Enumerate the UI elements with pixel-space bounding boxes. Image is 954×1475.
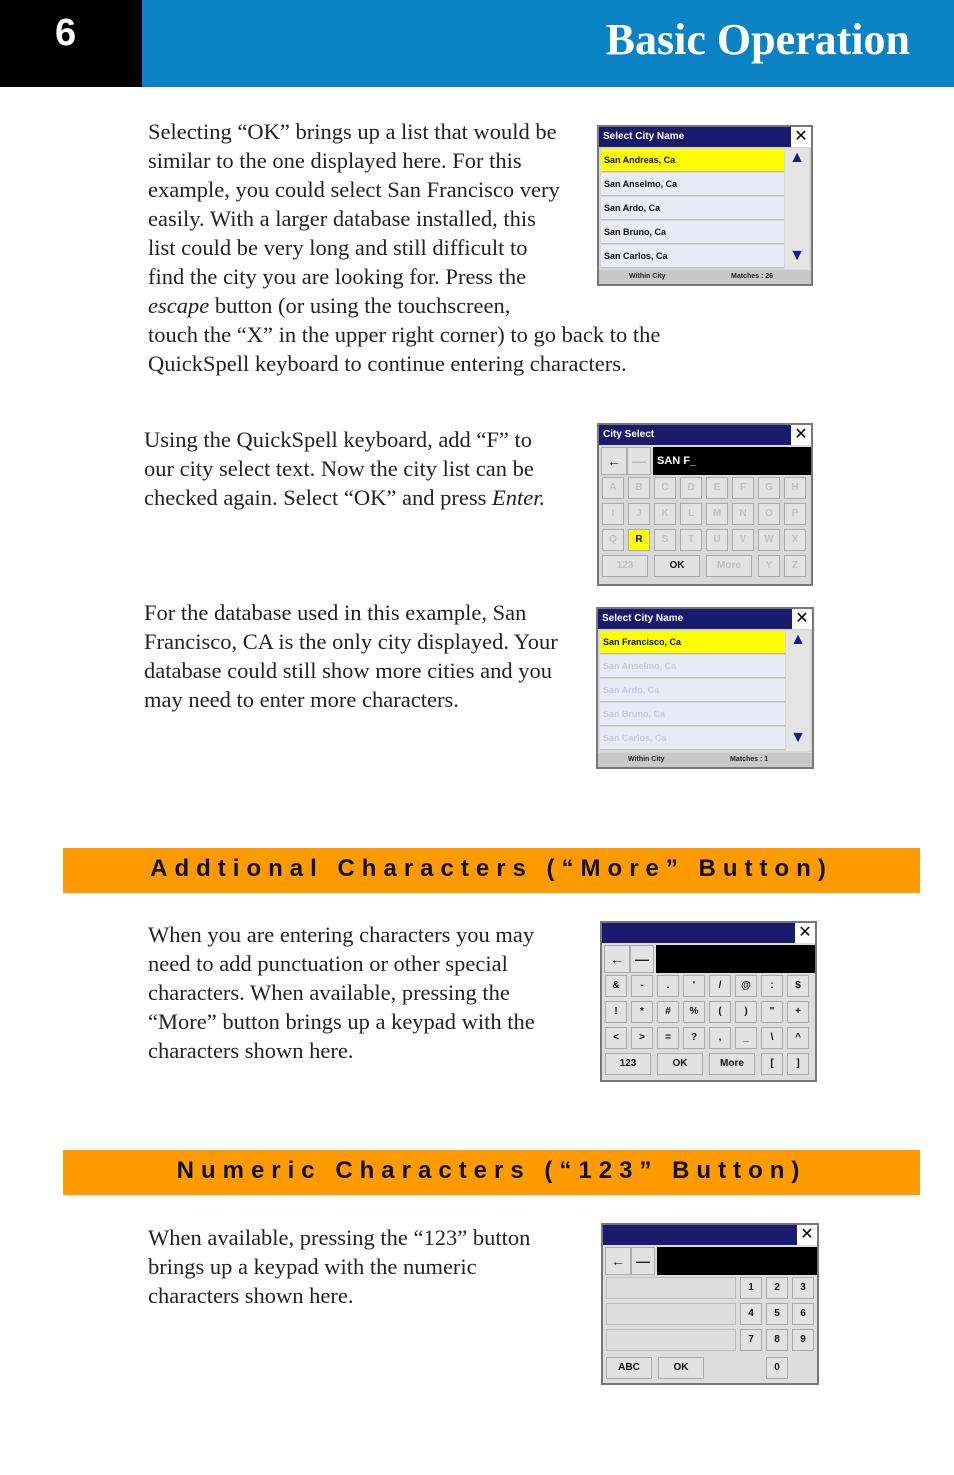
numeric-keypad-screenshot [601,1223,819,1385]
list-item: San Francisco, Ca [600,631,785,654]
text-line: Using the QuickSpell keyboard, add “F” to [144,427,533,452]
scroll-up-icon: ▲ [790,631,806,648]
close-icon: ✕ [795,923,815,943]
list-item: San Carlos, Ca [601,245,784,268]
text-line: list could be very long and still difficult to [148,235,528,260]
footer-matches: Matches : 1 [730,756,769,763]
space-icon: — [627,447,651,475]
text-line [144,483,584,512]
empty-key-area [606,1277,736,1299]
empty-key-area [606,1329,736,1351]
key: # [657,1001,679,1023]
key: + [787,1001,809,1023]
keypad-titlebar [603,1225,817,1245]
list-item: San Anselmo, Ca [600,655,785,678]
text-fragment: button (or using the touchscreen, [214,293,511,318]
list-title: Select City Name [598,609,812,629]
footer-matches: Matches : 26 [731,273,774,280]
key: D [680,477,702,499]
section-heading-numeric: Numeric Characters (“123” Button) [176,1157,807,1184]
text-line: characters shown here. [148,1283,354,1308]
key: U [706,529,728,551]
city-select-keyboard-screenshot [597,423,813,586]
key: 5 [766,1303,788,1325]
text-line: characters. When available, pressing the [148,980,510,1005]
page-title: Basic Operation [605,15,910,64]
city-list-screenshot [597,125,813,286]
backspace-icon: ← [605,1247,631,1275]
key: 8 [766,1329,788,1351]
text-line: For the database used in this example, San [144,600,527,625]
text-line: need to add punctuation or other special [148,951,508,976]
key: 0 [766,1357,788,1379]
key: : [761,975,783,997]
key-ok: OK [654,555,700,577]
key: 9 [792,1329,814,1351]
italic-escape: escape [148,293,210,318]
key: 2 [766,1277,788,1299]
key: ( [709,1001,731,1023]
key: V [732,529,754,551]
key: J [628,503,650,525]
key-ok: OK [657,1053,703,1075]
text-line: brings up a keypad with the numeric [148,1254,477,1279]
key: 3 [792,1277,814,1299]
key-123: 123 [605,1053,651,1075]
text-line: easily. With a larger database installed, this [148,206,536,231]
backspace-icon: ← [601,447,627,475]
keyboard-title: City Select [599,425,811,445]
header-bar [142,0,954,87]
close-icon: ✕ [792,609,812,629]
text-line: Francisco, CA is the only city displayed. Your [144,629,558,654]
section-heading-more: Addtional Characters (“More” Button) [150,855,833,882]
keypad-titlebar [602,923,815,943]
key: G [758,477,780,499]
key: Y [758,555,780,577]
key: _ [735,1027,757,1049]
scroll-up-icon: ▲ [789,149,805,166]
text-line: When available, pressing the “123” button [148,1225,531,1250]
key: \ [761,1027,783,1049]
key: P [784,503,806,525]
key: ] [787,1053,809,1075]
backspace-icon: ← [604,945,630,973]
text-line: Selecting “OK” brings up a list that would be [148,119,557,144]
space-icon: — [631,1247,655,1275]
key: / [709,975,731,997]
key: L [680,503,702,525]
key: F [732,477,754,499]
key-more: More [706,555,752,577]
entry-field: SAN F_ [653,447,811,475]
text-line: characters shown here. [148,1038,354,1063]
paragraph-numeric [148,1223,588,1310]
key: ) [735,1001,757,1023]
text-line: example, you could select San Francisco very [148,177,560,202]
key: ! [605,1001,627,1023]
key: N [732,503,754,525]
key-abc: ABC [606,1357,652,1379]
text-line: QuickSpell keyboard to continue entering characters. [148,351,627,376]
key: C [654,477,676,499]
list-item: San Ardo, Ca [600,679,785,702]
list-title: Select City Name [599,127,811,147]
key: ? [683,1027,705,1049]
key-ok: OK [658,1357,704,1379]
page-number: 6 [55,12,77,54]
text-fragment: checked again. Select “OK” and press [144,485,487,510]
text-line: database could still show more cities and you [144,658,553,683]
key: < [605,1027,627,1049]
city-list-result-screenshot [596,607,814,769]
text-line: find the city you are looking for. Press the [148,264,527,289]
text-line: touch the “X” in the upper right corner) to go back to the [148,322,661,347]
list-item: San Bruno, Ca [601,221,784,244]
empty-key-area [606,1303,736,1325]
section-band-more [63,848,920,893]
key: T [680,529,702,551]
key: M [706,503,728,525]
close-icon: ✕ [791,425,811,445]
key: [ [761,1053,783,1075]
key: I [602,503,624,525]
key: @ [735,975,757,997]
list-item: San Ardo, Ca [601,197,784,220]
text-line: may need to enter more characters. [144,687,459,712]
key: 6 [792,1303,814,1325]
paragraph-database [144,598,584,714]
scroll-down-icon: ▼ [789,247,805,264]
key-highlighted: R [628,529,650,551]
paragraph-add-f [144,425,584,512]
entry-field [656,945,815,973]
list-item: San Bruno, Ca [600,703,785,726]
text-line: “More” button brings up a keypad with the [148,1009,535,1034]
key: H [784,477,806,499]
text-line: similar to the one displayed here. For this [148,148,522,173]
key: & [605,975,627,997]
paragraph-more [148,920,588,1065]
text-line: our city select text. Now the city list can be [144,456,534,481]
list-item: San Anselmo, Ca [601,173,784,196]
key: 4 [740,1303,762,1325]
footer-within-city: Within City [628,756,665,763]
key: ^ [787,1027,809,1049]
key: $ [787,975,809,997]
key: " [761,1001,783,1023]
key-123: 123 [602,555,648,577]
list-item: San Andreas, Ca [601,149,784,172]
key: A [602,477,624,499]
key: * [631,1001,653,1023]
key: 7 [740,1329,762,1351]
key: ' [683,975,705,997]
close-icon: ✕ [797,1225,817,1245]
key: . [657,975,679,997]
entry-field [657,1247,817,1275]
space-icon: — [630,945,654,973]
key: Q [602,529,624,551]
list-item: San Carlos, Ca [600,727,785,750]
more-keypad-screenshot [600,921,817,1082]
key-more: More [709,1053,755,1075]
key: = [657,1027,679,1049]
text-line [148,291,708,320]
key: X [784,529,806,551]
footer-within-city: Within City [629,273,666,280]
list-footer [598,753,812,767]
key: E [706,477,728,499]
key: S [654,529,676,551]
key: 1 [740,1277,762,1299]
key: > [631,1027,653,1049]
key: W [758,529,780,551]
list-footer [599,270,811,284]
scroll-down-icon: ▼ [790,729,806,746]
page-number-box [0,0,142,87]
section-band-numeric [63,1150,920,1195]
text-line: When you are entering characters you may [148,922,535,947]
key: - [631,975,653,997]
close-icon: ✕ [791,127,811,147]
key: % [683,1001,705,1023]
key: K [654,503,676,525]
key: O [758,503,780,525]
key: , [709,1027,731,1049]
key: B [628,477,650,499]
italic-enter: Enter. [491,485,546,510]
key: Z [784,555,806,577]
